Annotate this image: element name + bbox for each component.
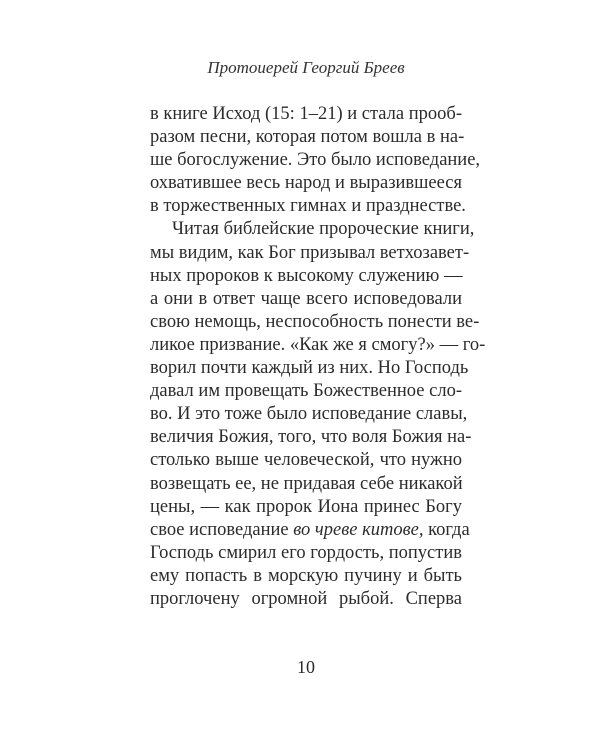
text-line: мы видим, как Бог призывал ветхозавет- [150,242,470,263]
text-line: ему попасть в морскую пучину и быть [150,565,462,586]
text-line: давал им провещать Божественное сло- [150,381,462,402]
text-line: Господь смирил его гордость, попустив [150,542,462,563]
text-line: столько выше человеческой, что нужно [150,450,462,471]
text-line: во. И это тоже было исповедание славы, [150,404,468,425]
italic-quote: во чреве китове, [293,519,424,540]
text-line-with-italic [150,519,470,542]
text-line: в книге Исход (15: 1–21) и стала прооб- [150,104,462,124]
text-line: охватившее весь народ и выразившееся [150,173,462,194]
text-line: ных пророков к высокому служению — [150,265,463,286]
text-line: ворил почти каждый из них. Но Господь [150,358,469,379]
page-number: 10 [297,657,315,677]
text-line: разом песни, которая потом вошла в на- [150,127,465,148]
body-text [150,103,486,611]
text-line: в торжественных гимнах и празднестве. [150,196,466,217]
running-head-author: Протоиерей Георгий Бреев [207,58,405,77]
text-line: свою немощь, неспособность понести ве- [150,311,480,332]
paragraph-start-line: Читая библейские пророческие книги, [172,219,475,240]
text-line: возвещать ее, не придавая себе никакой [150,473,463,494]
text-line: проглочену огромной рыбой. Сперва [150,588,462,609]
text-line: цены, — как пророк Иона принес Богу [150,496,462,517]
text-line: ше богослужение. Это было исповедание, [150,150,481,171]
text-line: ликое призвание. «Как же я смогу?» — го- [150,334,486,355]
text-line: величия Божия, того, что воля Божия на- [150,427,472,448]
text-segment: когда [423,519,470,540]
text-line: а они в ответ чаще всего исповедовали [150,288,462,309]
text-segment: свое исповедание [150,519,294,540]
